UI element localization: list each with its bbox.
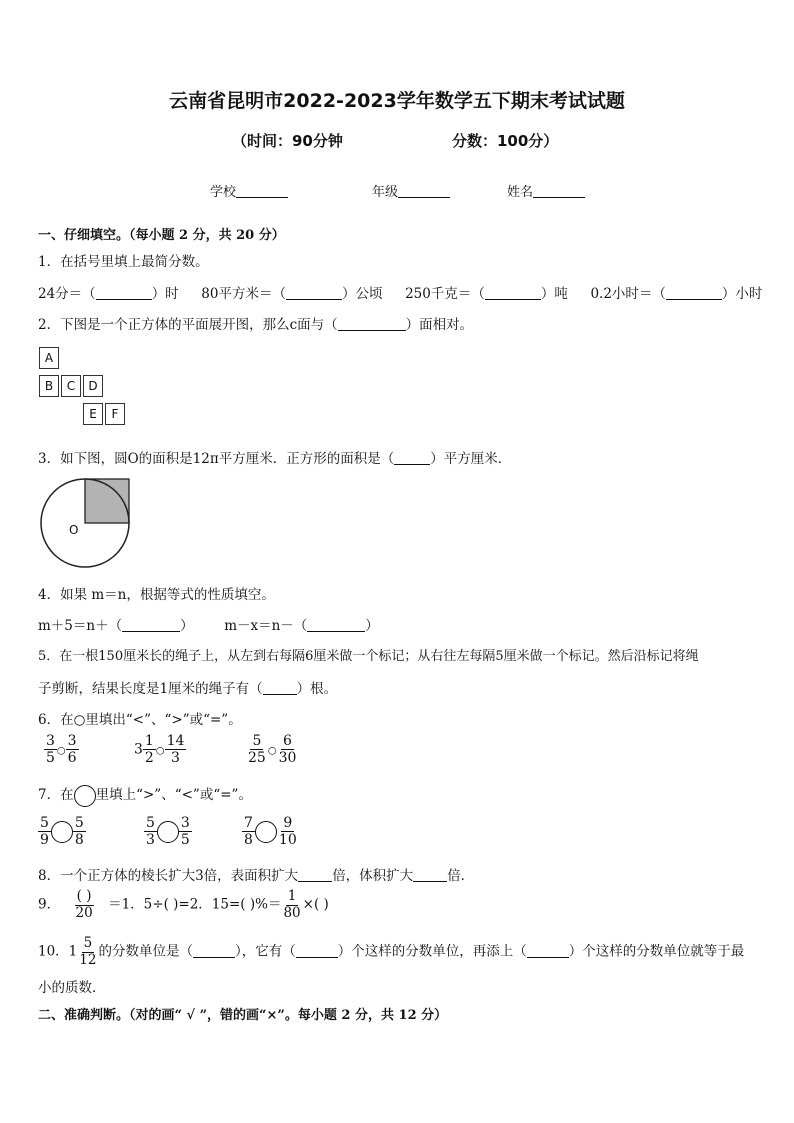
fraction: $\frac{9}{10}$	[278, 815, 297, 849]
fraction: $\frac{5}{3}$	[146, 815, 155, 849]
compare-circle[interactable]	[51, 821, 73, 843]
q10-line1	[38, 936, 744, 968]
q2-text-b: ）面相对。	[405, 317, 474, 333]
q1-text: 1．在括号里填上最简分数。	[38, 254, 209, 270]
q8-text-c: 倍．	[447, 868, 475, 884]
net-cell-a: A	[39, 347, 59, 369]
circle-icon	[74, 785, 96, 807]
name-label: 姓名	[507, 185, 534, 200]
answer-blank[interactable]	[485, 286, 541, 300]
net-cell-b: B	[39, 375, 59, 397]
q4-eq-a: m＋5＝n＋（	[38, 618, 123, 634]
q5-line2	[38, 677, 337, 697]
q4-equations	[38, 614, 379, 634]
q1-item-1-a: 24分＝（	[38, 286, 96, 302]
answer-blank[interactable]	[298, 868, 332, 882]
q3-text-a: 3．如下图，圆O的面积是12π平方厘米．正方形的面积是（	[38, 451, 395, 467]
grade-blank[interactable]	[398, 184, 450, 198]
compare-circle[interactable]: ○	[56, 745, 66, 757]
school-blank[interactable]	[236, 184, 288, 198]
q3-text-b: ）平方厘米．	[430, 451, 512, 467]
circle-square-figure	[36, 475, 136, 575]
page-title: 云南省昆明市2022-2023学年数学五下期末考试试题	[169, 90, 625, 112]
q1-items	[38, 282, 762, 302]
q1-item-3-b: ）吨	[540, 286, 568, 302]
compare-circle[interactable]: ○	[155, 745, 165, 757]
answer-blank[interactable]	[527, 944, 569, 958]
answer-blank[interactable]	[263, 681, 297, 695]
answer-blank[interactable]	[286, 286, 342, 300]
q3-text	[38, 447, 511, 467]
q1-item-3-a: 250千克＝（	[405, 286, 485, 302]
q4-eq-b: m－x＝n－（	[224, 618, 308, 634]
q1-item-2-b: ）公顷	[341, 286, 383, 302]
q2-text-a: 2．下图是一个正方体的平面展开图，那么c面与（	[38, 317, 338, 333]
q2-text	[38, 313, 473, 333]
q8-text-a: 8．一个正方体的棱长扩大3倍，表面积扩大	[38, 868, 299, 884]
q10-text-b: ），它有（	[234, 943, 296, 960]
answer-blank[interactable]	[96, 286, 152, 300]
q7-pair-2	[144, 815, 192, 848]
q9-end: ×( )	[302, 896, 329, 913]
fraction: $\frac{1}{2}$	[144, 733, 154, 767]
answer-blank[interactable]	[296, 944, 338, 958]
q9-middle: ＝1．5÷( )=2．15=( )%＝	[108, 896, 282, 913]
q10-text-a: 的分数单位是（	[98, 943, 193, 960]
fraction: $\frac{7}{8}$	[244, 815, 253, 849]
q5-text-b: ）根。	[296, 681, 338, 697]
q7-pair-1	[38, 815, 86, 848]
answer-blank[interactable]	[193, 944, 235, 958]
q4-eq-b-end: ）	[365, 618, 379, 634]
answer-blank[interactable]	[122, 618, 180, 632]
net-cell-f: F	[105, 403, 125, 425]
q1-item-4-b: ）小时	[721, 286, 763, 302]
fraction: $\frac{3}{6}$	[67, 733, 77, 767]
q1-item-1-b: ）时	[151, 286, 179, 302]
answer-blank[interactable]	[394, 451, 430, 465]
compare-circle[interactable]	[255, 821, 277, 843]
q10-text-c: ）个这样的分数单位，再添上（	[337, 943, 527, 960]
q10-text-d: ）个这样的分数单位就等于最	[568, 943, 745, 960]
q8-text-b: 倍，体积扩大	[332, 868, 414, 884]
q1-item-4-a: 0.2小时＝（	[590, 286, 666, 302]
fraction: $\frac{5}{25}$	[248, 733, 266, 767]
answer-blank[interactable]	[307, 618, 365, 632]
q10-prefix: 10．1	[38, 943, 78, 960]
fraction: $\frac{5}{8}$	[74, 815, 84, 849]
name-blank[interactable]	[533, 184, 585, 198]
center-label-o: O	[69, 523, 79, 537]
q6-text: 6．在○里填出“<”、“>”或“=”。	[38, 712, 242, 728]
whole-number: 3	[134, 741, 143, 758]
answer-blank[interactable]	[338, 317, 406, 331]
exam-time: （时间：90分钟	[232, 132, 343, 150]
q7-text-a: 7．在	[38, 787, 74, 803]
q5-text-a: 子剪断，结果长度是1厘米的绳子有（	[38, 681, 263, 697]
fraction: $\frac{6}{30}$	[278, 733, 297, 767]
section-1-heading: 一、仔细填空。（每小题 2 分，共 20 分）	[38, 228, 285, 243]
q6-pair-1	[44, 733, 79, 766]
school-label: 学校	[210, 185, 237, 200]
name-field	[507, 181, 585, 200]
grade-label: 年级	[372, 185, 399, 200]
net-cell-d: D	[83, 375, 103, 397]
grade-field	[372, 181, 450, 200]
q7-pair-3	[242, 815, 299, 848]
q9-text	[38, 889, 329, 921]
fraction: $\frac{1}{80}$	[283, 888, 301, 921]
fraction: $\frac{( )}{20}$	[75, 888, 93, 921]
net-cell-e: E	[83, 403, 103, 425]
fraction: $\frac{5}{12}$	[79, 935, 97, 968]
net-cell-c: C	[61, 375, 81, 397]
compare-circle[interactable]: ○	[267, 745, 277, 757]
q10-line2: 小的质数．	[38, 980, 106, 996]
answer-blank[interactable]	[666, 286, 722, 300]
school-field	[210, 181, 288, 200]
q4-text: 4．如果 m＝n，根据等式的性质填空。	[38, 587, 275, 603]
compare-circle[interactable]	[157, 821, 179, 843]
section-2-heading: 二、准确判断。（对的画“ √ ”，错的画“×”。每小题 2 分，共 12 分）	[38, 1008, 448, 1023]
answer-blank[interactable]	[413, 868, 447, 882]
q9-prefix: 9．	[38, 896, 61, 913]
exam-score: 分数：100分）	[452, 132, 559, 150]
q6-pair-3	[246, 733, 298, 766]
q5-line1: 5．在一根150厘米长的绳子上，从左到右每隔6厘米做一个标记；从右往左每隔5厘米做一个标记。然后沿标记将绳	[38, 649, 699, 664]
q8-text	[38, 864, 474, 884]
fraction: $\frac{14}{3}$	[166, 733, 185, 767]
q4-eq-a-end: ）	[180, 618, 194, 634]
q1-item-2-a: 80平方米＝（	[201, 286, 286, 302]
fraction: $\frac{3}{5}$	[180, 815, 190, 849]
q6-pair-2	[134, 733, 186, 766]
q7-text-b: 里填上“>”、“<”或“=”。	[95, 787, 252, 803]
fraction: $\frac{5}{9}$	[40, 815, 49, 849]
q7-text	[38, 783, 252, 807]
fraction: $\frac{3}{5}$	[46, 733, 55, 767]
